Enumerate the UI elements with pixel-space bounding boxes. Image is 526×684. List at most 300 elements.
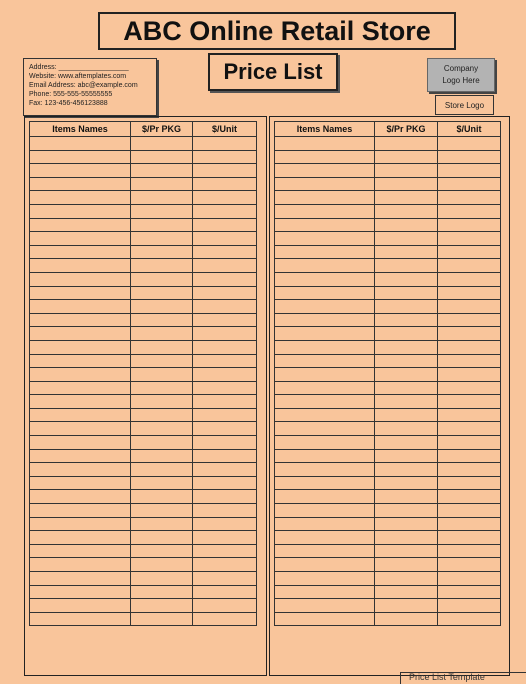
table-cell[interactable] <box>438 164 501 178</box>
table-row <box>275 286 501 300</box>
table-cell[interactable] <box>193 544 257 558</box>
table-cell[interactable] <box>275 599 375 613</box>
table-cell[interactable] <box>131 327 193 341</box>
table-cell[interactable] <box>438 272 501 286</box>
table-row <box>30 422 257 436</box>
table-cell[interactable] <box>375 612 438 626</box>
table-cell[interactable] <box>275 245 375 259</box>
table-cell[interactable] <box>438 218 501 232</box>
table-row <box>30 340 257 354</box>
table-cell[interactable] <box>193 245 257 259</box>
table-cell[interactable] <box>275 585 375 599</box>
table-cell[interactable] <box>131 517 193 531</box>
table-cell[interactable] <box>375 137 438 151</box>
table-cell[interactable] <box>131 137 193 151</box>
table-row <box>30 204 257 218</box>
table-cell[interactable] <box>375 585 438 599</box>
table-cell[interactable] <box>438 381 501 395</box>
table-cell[interactable] <box>30 585 131 599</box>
table-cell[interactable] <box>375 313 438 327</box>
table-cell[interactable] <box>275 368 375 382</box>
table-cell[interactable] <box>275 164 375 178</box>
table-row <box>275 558 501 572</box>
table-row <box>275 177 501 191</box>
table-cell[interactable] <box>193 164 257 178</box>
table-cell[interactable] <box>375 572 438 586</box>
table-cell[interactable] <box>30 340 131 354</box>
table-cell[interactable] <box>30 327 131 341</box>
table-cell[interactable] <box>193 300 257 314</box>
table-cell[interactable] <box>131 381 193 395</box>
table-cell[interactable] <box>193 259 257 273</box>
table-cell[interactable] <box>275 232 375 246</box>
table-cell[interactable] <box>193 218 257 232</box>
table-cell[interactable] <box>193 422 257 436</box>
table-cell[interactable] <box>438 232 501 246</box>
table-cell[interactable] <box>438 137 501 151</box>
table-cell[interactable] <box>131 340 193 354</box>
table-row <box>275 476 501 490</box>
table-cell[interactable] <box>275 476 375 490</box>
table-cell[interactable] <box>30 191 131 205</box>
table-cell[interactable] <box>438 436 501 450</box>
table-cell[interactable] <box>30 436 131 450</box>
address-line: Address: __________________ <box>29 64 129 71</box>
table-cell[interactable] <box>375 504 438 518</box>
table-row <box>30 327 257 341</box>
table-cell[interactable] <box>438 544 501 558</box>
table-cell[interactable] <box>375 204 438 218</box>
table-cell[interactable] <box>438 286 501 300</box>
table-row <box>30 381 257 395</box>
table-cell[interactable] <box>275 558 375 572</box>
logo-line-2: Logo Here <box>442 76 480 85</box>
table-cell[interactable] <box>375 517 438 531</box>
table-cell[interactable] <box>438 300 501 314</box>
table-cell[interactable] <box>30 177 131 191</box>
table-row <box>30 245 257 259</box>
table-cell[interactable] <box>438 408 501 422</box>
contact-info-box <box>23 58 157 116</box>
table-cell[interactable] <box>438 517 501 531</box>
table-cell[interactable] <box>275 381 375 395</box>
table-cell[interactable] <box>275 150 375 164</box>
table-row <box>30 259 257 273</box>
table-row <box>275 463 501 477</box>
table-cell[interactable] <box>275 408 375 422</box>
table-row <box>30 517 257 531</box>
table-row <box>30 572 257 586</box>
table-cell[interactable] <box>131 272 193 286</box>
table-row <box>30 191 257 205</box>
table-cell[interactable] <box>375 490 438 504</box>
table-cell[interactable] <box>438 150 501 164</box>
sheet-tab[interactable]: Price List Template <box>400 672 526 684</box>
table-row <box>30 286 257 300</box>
price-table-left <box>29 121 257 626</box>
table-cell[interactable] <box>275 272 375 286</box>
table-cell[interactable] <box>30 150 131 164</box>
table-cell[interactable] <box>30 354 131 368</box>
table-cell[interactable] <box>131 164 193 178</box>
table-cell[interactable] <box>275 354 375 368</box>
table-cell[interactable] <box>438 259 501 273</box>
table-cell[interactable] <box>438 340 501 354</box>
col-price-per-pkg: $/Pr PKG <box>131 122 193 137</box>
table-cell[interactable] <box>30 259 131 273</box>
table-row <box>30 408 257 422</box>
table-cell[interactable] <box>275 531 375 545</box>
table-cell[interactable] <box>30 313 131 327</box>
table-row <box>30 368 257 382</box>
table-cell[interactable] <box>131 558 193 572</box>
table-row <box>30 300 257 314</box>
table-cell[interactable] <box>131 463 193 477</box>
table-cell[interactable] <box>375 272 438 286</box>
table-cell[interactable] <box>275 463 375 477</box>
table-cell[interactable] <box>438 449 501 463</box>
table-cell[interactable] <box>275 395 375 409</box>
table-cell[interactable] <box>375 300 438 314</box>
table-cell[interactable] <box>193 232 257 246</box>
table-row <box>30 504 257 518</box>
table-cell[interactable] <box>275 504 375 518</box>
table-cell[interactable] <box>193 340 257 354</box>
table-row <box>275 164 501 178</box>
table-row <box>275 245 501 259</box>
table-cell[interactable] <box>30 395 131 409</box>
table-cell[interactable] <box>193 286 257 300</box>
table-cell[interactable] <box>438 354 501 368</box>
table-cell[interactable] <box>193 612 257 626</box>
table-cell[interactable] <box>375 164 438 178</box>
price-table-left-panel <box>24 116 267 676</box>
table-row <box>275 449 501 463</box>
table-cell[interactable] <box>438 558 501 572</box>
table-cell[interactable] <box>131 232 193 246</box>
table-cell[interactable] <box>193 531 257 545</box>
table-cell[interactable] <box>438 313 501 327</box>
table-cell[interactable] <box>131 449 193 463</box>
table-cell[interactable] <box>30 612 131 626</box>
table-cell[interactable] <box>131 204 193 218</box>
table-cell[interactable] <box>131 476 193 490</box>
table-cell[interactable] <box>193 381 257 395</box>
table-cell[interactable] <box>438 585 501 599</box>
table-row <box>275 490 501 504</box>
table-cell[interactable] <box>30 272 131 286</box>
table-cell[interactable] <box>438 572 501 586</box>
table-cell[interactable] <box>275 259 375 273</box>
table-cell[interactable] <box>275 449 375 463</box>
table-cell[interactable] <box>30 572 131 586</box>
table-row <box>30 531 257 545</box>
table-row <box>275 327 501 341</box>
table-cell[interactable] <box>375 381 438 395</box>
table-cell[interactable] <box>30 137 131 151</box>
table-cell[interactable] <box>275 286 375 300</box>
table-cell[interactable] <box>375 368 438 382</box>
table-cell[interactable] <box>131 544 193 558</box>
table-cell[interactable] <box>30 286 131 300</box>
table-row <box>275 504 501 518</box>
table-cell[interactable] <box>375 531 438 545</box>
table-row <box>30 585 257 599</box>
table-row <box>30 476 257 490</box>
table-row <box>30 558 257 572</box>
table-cell[interactable] <box>131 408 193 422</box>
table-row <box>275 585 501 599</box>
table-row <box>30 313 257 327</box>
table-cell[interactable] <box>193 150 257 164</box>
table-cell[interactable] <box>375 436 438 450</box>
table-cell[interactable] <box>193 354 257 368</box>
table-header-row <box>275 122 501 137</box>
table-cell[interactable] <box>193 204 257 218</box>
table-cell[interactable] <box>275 300 375 314</box>
table-cell[interactable] <box>30 531 131 545</box>
table-cell[interactable] <box>275 436 375 450</box>
table-cell[interactable] <box>131 313 193 327</box>
table-row <box>275 232 501 246</box>
table-row <box>275 612 501 626</box>
col-price-per-pkg: $/Pr PKG <box>375 122 438 137</box>
table-cell[interactable] <box>131 422 193 436</box>
col-price-per-unit: $/Unit <box>438 122 501 137</box>
table-cell[interactable] <box>275 218 375 232</box>
table-row <box>30 177 257 191</box>
table-row <box>275 517 501 531</box>
table-cell[interactable] <box>193 137 257 151</box>
table-cell[interactable] <box>375 218 438 232</box>
table-row <box>30 599 257 613</box>
table-cell[interactable] <box>30 164 131 178</box>
table-cell[interactable] <box>131 259 193 273</box>
table-cell[interactable] <box>30 204 131 218</box>
table-cell[interactable] <box>131 531 193 545</box>
table-row <box>275 354 501 368</box>
phone-line: Phone: 555-555-55555555 <box>29 91 113 98</box>
table-cell[interactable] <box>131 354 193 368</box>
table-cell[interactable] <box>193 449 257 463</box>
table-cell[interactable] <box>375 354 438 368</box>
table-cell[interactable] <box>438 599 501 613</box>
table-cell[interactable] <box>30 449 131 463</box>
table-cell[interactable] <box>193 599 257 613</box>
table-cell[interactable] <box>275 177 375 191</box>
table-cell[interactable] <box>275 340 375 354</box>
table-row <box>30 612 257 626</box>
table-row <box>275 368 501 382</box>
table-row <box>275 340 501 354</box>
table-cell[interactable] <box>193 191 257 205</box>
table-cell[interactable] <box>438 177 501 191</box>
table-cell[interactable] <box>131 177 193 191</box>
table-cell[interactable] <box>438 612 501 626</box>
table-row <box>30 164 257 178</box>
col-items-names: Items Names <box>30 122 131 137</box>
table-row <box>275 313 501 327</box>
table-row <box>275 272 501 286</box>
table-cell[interactable] <box>30 463 131 477</box>
table-cell[interactable] <box>438 368 501 382</box>
table-cell[interactable] <box>375 544 438 558</box>
table-cell[interactable] <box>275 490 375 504</box>
store-title: ABC Online Retail Store <box>98 12 456 50</box>
table-cell[interactable] <box>193 572 257 586</box>
table-cell[interactable] <box>438 463 501 477</box>
table-cell[interactable] <box>275 612 375 626</box>
table-cell[interactable] <box>131 368 193 382</box>
table-cell[interactable] <box>193 327 257 341</box>
table-cell[interactable] <box>30 300 131 314</box>
table-cell[interactable] <box>193 408 257 422</box>
price-table-right-panel <box>269 116 510 676</box>
table-cell[interactable] <box>375 476 438 490</box>
table-cell[interactable] <box>131 436 193 450</box>
table-row <box>30 150 257 164</box>
table-row <box>275 599 501 613</box>
col-items-names: Items Names <box>275 122 375 137</box>
table-cell[interactable] <box>131 504 193 518</box>
table-cell[interactable] <box>131 585 193 599</box>
table-cell[interactable] <box>438 490 501 504</box>
table-cell[interactable] <box>30 599 131 613</box>
table-cell[interactable] <box>375 449 438 463</box>
table-row <box>275 191 501 205</box>
table-cell[interactable] <box>193 313 257 327</box>
table-row <box>275 395 501 409</box>
table-cell[interactable] <box>131 395 193 409</box>
table-cell[interactable] <box>193 436 257 450</box>
table-cell[interactable] <box>438 191 501 205</box>
table-cell[interactable] <box>275 517 375 531</box>
table-cell[interactable] <box>30 517 131 531</box>
table-cell[interactable] <box>438 204 501 218</box>
table-cell[interactable] <box>193 463 257 477</box>
company-logo-placeholder <box>427 58 495 92</box>
table-cell[interactable] <box>438 245 501 259</box>
table-cell[interactable] <box>193 368 257 382</box>
table-row <box>30 436 257 450</box>
table-cell[interactable] <box>131 191 193 205</box>
table-row <box>30 232 257 246</box>
table-cell[interactable] <box>30 476 131 490</box>
table-cell[interactable] <box>30 558 131 572</box>
table-cell[interactable] <box>375 150 438 164</box>
table-cell[interactable] <box>193 177 257 191</box>
table-cell[interactable] <box>275 422 375 436</box>
table-row <box>275 137 501 151</box>
table-cell[interactable] <box>193 558 257 572</box>
table-row <box>275 381 501 395</box>
table-cell[interactable] <box>375 408 438 422</box>
table-cell[interactable] <box>30 381 131 395</box>
table-cell[interactable] <box>30 544 131 558</box>
table-cell[interactable] <box>30 408 131 422</box>
table-cell[interactable] <box>438 531 501 545</box>
table-row <box>275 218 501 232</box>
table-row <box>30 463 257 477</box>
table-cell[interactable] <box>193 490 257 504</box>
table-cell[interactable] <box>193 504 257 518</box>
table-cell[interactable] <box>30 218 131 232</box>
table-cell[interactable] <box>30 504 131 518</box>
table-cell[interactable] <box>30 368 131 382</box>
table-cell[interactable] <box>30 422 131 436</box>
table-row <box>275 300 501 314</box>
table-cell[interactable] <box>131 490 193 504</box>
table-cell[interactable] <box>438 504 501 518</box>
col-price-per-unit: $/Unit <box>193 122 257 137</box>
table-cell[interactable] <box>30 490 131 504</box>
table-cell[interactable] <box>131 599 193 613</box>
table-cell[interactable] <box>193 517 257 531</box>
table-row <box>275 572 501 586</box>
table-cell[interactable] <box>275 327 375 341</box>
table-header-row <box>30 122 257 137</box>
price-table-right <box>274 121 501 626</box>
table-row <box>275 150 501 164</box>
table-cell[interactable] <box>375 599 438 613</box>
table-cell[interactable] <box>193 585 257 599</box>
table-cell[interactable] <box>438 327 501 341</box>
table-cell[interactable] <box>193 395 257 409</box>
table-cell[interactable] <box>375 232 438 246</box>
table-cell[interactable] <box>193 476 257 490</box>
table-cell[interactable] <box>131 286 193 300</box>
table-cell[interactable] <box>375 245 438 259</box>
table-cell[interactable] <box>375 177 438 191</box>
table-cell[interactable] <box>131 300 193 314</box>
table-cell[interactable] <box>131 218 193 232</box>
table-cell[interactable] <box>131 612 193 626</box>
table-cell[interactable] <box>131 150 193 164</box>
table-cell[interactable] <box>30 232 131 246</box>
table-cell[interactable] <box>375 395 438 409</box>
table-cell[interactable] <box>275 137 375 151</box>
table-cell[interactable] <box>375 191 438 205</box>
table-cell[interactable] <box>131 572 193 586</box>
table-cell[interactable] <box>375 286 438 300</box>
table-cell[interactable] <box>375 340 438 354</box>
table-cell[interactable] <box>193 272 257 286</box>
table-cell[interactable] <box>375 463 438 477</box>
table-row <box>30 490 257 504</box>
table-row <box>30 354 257 368</box>
table-cell[interactable] <box>438 476 501 490</box>
table-row <box>30 449 257 463</box>
table-cell[interactable] <box>375 422 438 436</box>
table-cell[interactable] <box>375 558 438 572</box>
table-cell[interactable] <box>131 245 193 259</box>
table-cell[interactable] <box>438 395 501 409</box>
table-cell[interactable] <box>275 313 375 327</box>
table-cell[interactable] <box>375 327 438 341</box>
table-cell[interactable] <box>275 544 375 558</box>
table-row <box>275 408 501 422</box>
table-row <box>275 422 501 436</box>
table-cell[interactable] <box>275 191 375 205</box>
table-cell[interactable] <box>438 422 501 436</box>
table-cell[interactable] <box>275 204 375 218</box>
table-row <box>30 218 257 232</box>
table-cell[interactable] <box>375 259 438 273</box>
table-row <box>275 436 501 450</box>
table-cell[interactable] <box>275 572 375 586</box>
table-row <box>275 259 501 273</box>
table-cell[interactable] <box>30 245 131 259</box>
